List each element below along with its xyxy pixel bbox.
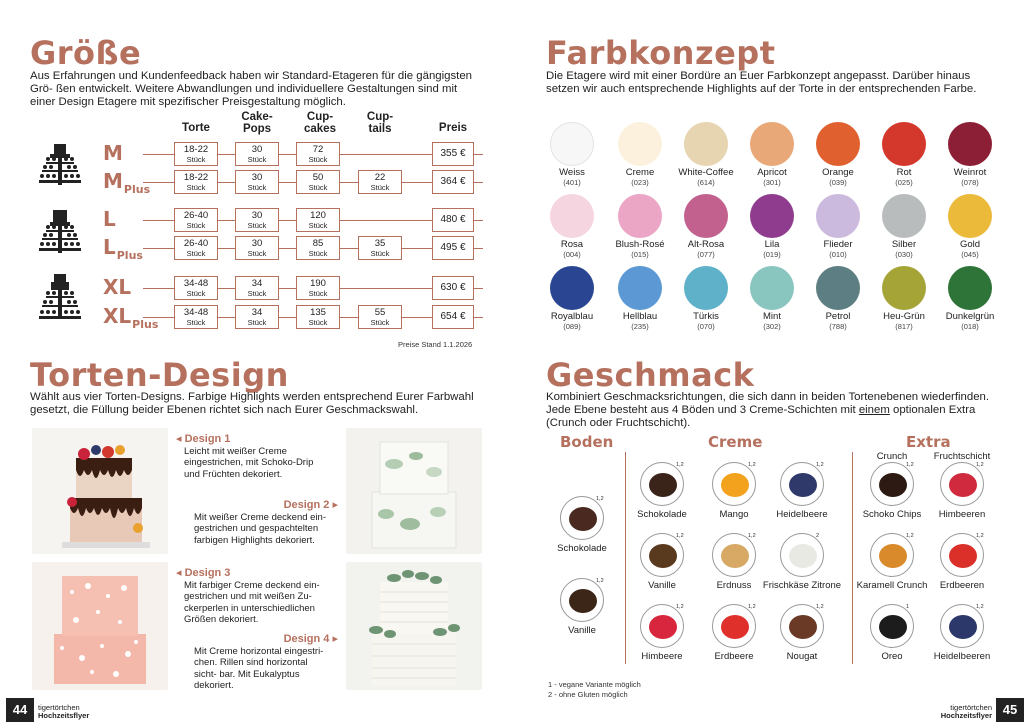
diet-note: 1,2: [596, 578, 604, 584]
extra-item: [922, 604, 1002, 662]
color-name: Creme: [625, 167, 655, 178]
color-code: (302): [763, 322, 781, 331]
color-code: (019): [763, 250, 781, 259]
creme-item-label: Erdnuss: [716, 580, 752, 591]
size-intro: Aus Erfahrungen und Kundenfeedback haben wir Standard-Etageren für die gängigsten Grö- ßen entwickelt. Weitere Abwandlungen und individuellere Gestaltungen sind mit einer Design Etagere mit spezifischer Preisgestaltung möglich.: [30, 70, 473, 109]
size-label: $XL_{Plus}$: [103, 304, 159, 331]
color-code: (077): [697, 250, 715, 259]
color-title: Farbkonzept: [546, 34, 776, 72]
creme-item-icon: [640, 533, 684, 577]
creme-item-icon: [640, 604, 684, 648]
color-dot: [948, 122, 992, 166]
color-swatch: [872, 122, 936, 187]
boden-schokolade-label: Schokolade: [557, 543, 607, 554]
extra-item-icon: [940, 462, 984, 506]
footnote-2: 2 - ohne Gluten möglich: [548, 690, 628, 699]
design-2-title: Design 2 ▸: [283, 499, 338, 511]
table-cell-torte: 34-48 Stück: [174, 276, 218, 300]
price-note: Preise Stand 1.1.2026: [398, 340, 473, 349]
design-1-photo: [32, 428, 168, 554]
extra-item-icon: [940, 533, 984, 577]
creme-item-label: Erdbeere: [714, 651, 754, 662]
color-code: (015): [631, 250, 649, 259]
color-name: Heu-Grün: [883, 311, 925, 322]
diet-note: 1,2: [748, 533, 756, 539]
diet-note: 1,2: [816, 462, 824, 468]
taste-intro-line2: Jede Ebene besteht aus 4 Böden und 3 Creme-Schichten mit einem optionalen Extra (Crunch oder Fruchtschicht).: [546, 404, 976, 430]
table-cell-torte: 34-48 Stück: [174, 305, 218, 329]
size-label: L: [103, 207, 116, 231]
color-swatch: [806, 194, 870, 259]
diet-note: 1,2: [906, 533, 914, 539]
color-code: (070): [697, 322, 715, 331]
extra-item: [852, 533, 932, 591]
table-cell-torte: 26-40 Stück: [174, 236, 218, 260]
color-name: White-Coffee: [678, 167, 734, 178]
extra-item-label: Oreo: [881, 651, 903, 662]
diet-note: 1,2: [748, 462, 756, 468]
extra-item-icon: [940, 604, 984, 648]
color-dot: [550, 194, 594, 238]
design-1: [176, 434, 326, 480]
table-cell-price: 355 €: [432, 142, 474, 166]
color-name: Orange: [822, 167, 854, 178]
extra-item-label: Erdbeeren: [939, 580, 985, 591]
table-cell-cuptails: 22 Stück: [358, 170, 402, 194]
table-cell-price: 630 €: [432, 276, 474, 300]
design-4-photo: [346, 562, 482, 690]
color-name: Dunkelgrün: [945, 311, 995, 322]
extra-item-icon: [870, 462, 914, 506]
color-dot: [684, 266, 728, 310]
taste-intro-line1: Kombiniert Geschmacksrichtungen, die sich dann in beiden Tortenebenen wiederfinden.: [546, 391, 990, 403]
color-swatch: [540, 122, 604, 187]
design-2-text: Mit weißer Creme deckend ein- gestrichen und gespachtelten farbigen Highlights dekoriert.: [194, 511, 326, 546]
color-name: Blush-Rosé: [615, 239, 665, 250]
table-cell-cakepops: 30 Stück: [235, 142, 279, 166]
color-dot: [550, 266, 594, 310]
color-name: Lila: [764, 239, 780, 250]
color-dot: [816, 122, 860, 166]
size-title: Größe: [30, 34, 142, 72]
color-name: Weiss: [559, 167, 585, 178]
cake-stand-xl-icon: [36, 272, 84, 332]
creme-item-label: Himbeere: [641, 651, 683, 662]
color-name: Mint: [763, 311, 781, 322]
footnote-1: 1 - vegane Variante möglich: [548, 680, 641, 689]
table-cell-cupcakes: 120 Stück: [296, 208, 340, 232]
table-cell-price: 364 €: [432, 170, 474, 194]
page-number-right: 45: [996, 698, 1024, 722]
creme-item-label: Mango: [719, 509, 749, 520]
color-name: Petrol: [825, 311, 851, 322]
color-code: (614): [697, 178, 715, 187]
design-intro: Wählt aus vier Torten-Designs. Farbige Highlights werden entsprechend Eurer Farbwahl gesetzt, die Füllung beider Ebenen richtet sich nach Eurer Geschmackswahl.: [30, 391, 474, 417]
table-cell-cupcakes: 72 Stück: [296, 142, 340, 166]
color-code: (078): [961, 178, 979, 187]
creme-item-icon: [780, 604, 824, 648]
creme-item-icon: [712, 533, 756, 577]
table-cell-torte: 18-22 Stück: [174, 142, 218, 166]
color-name: Gold: [959, 239, 981, 250]
creme-item-label: Vanille: [648, 580, 676, 591]
color-dot: [948, 266, 992, 310]
color-code: (023): [631, 178, 649, 187]
diet-note: 1,2: [676, 462, 684, 468]
creme-item-icon: [780, 533, 824, 577]
color-dot: [684, 122, 728, 166]
creme-item: [762, 533, 842, 591]
color-swatch: [938, 122, 1002, 187]
page-number-left: 44: [6, 698, 34, 722]
color-swatch: [872, 266, 936, 331]
color-dot: [948, 194, 992, 238]
design-4-text: Mit Creme horizontal eingestri- chen. Rillen sind horizontal sicht- bar. Mit Eukalyptus dekoriert.: [194, 645, 324, 691]
color-dot: [882, 122, 926, 166]
color-name: Flieder: [823, 239, 853, 250]
boden-vanille-icon: [560, 578, 604, 622]
creme-item: [762, 604, 842, 662]
color-swatch: [806, 266, 870, 331]
extra-item-label: Heidelbeeren: [933, 651, 991, 662]
color-code: (025): [895, 178, 913, 187]
col-torte: Torte: [182, 122, 210, 134]
table-cell-price: 480 €: [432, 208, 474, 232]
table-cell-price: 654 €: [432, 305, 474, 329]
design-3-text: Mit farbiger Creme deckend ein- gestrichen und mit weißen Zu- ckerperlen in unterschiedlichen Größen dekoriert.: [184, 579, 320, 625]
color-code: (089): [563, 322, 581, 331]
design-1-title: ◂ Design 1: [176, 433, 231, 445]
color-name: Rot: [896, 167, 912, 178]
color-code: (817): [895, 322, 913, 331]
extra-item-icon: [870, 604, 914, 648]
color-dot: [618, 122, 662, 166]
table-cell-cuptails: 35 Stück: [358, 236, 402, 260]
color-swatch: [674, 266, 738, 331]
color-intro: Die Etagere wird mit einer Bordüre an Euer Farbkonzept angepasst. Darüber hinaus setzen wir auch entsprechende Highlights auf der Torte in der entsprechenden Farbe.: [546, 70, 977, 96]
color-dot: [816, 266, 860, 310]
diet-note: 2: [816, 533, 820, 539]
color-code: (039): [829, 178, 847, 187]
col-cakepops: Cake- Pops: [241, 111, 273, 135]
taste-title: Geschmack: [546, 356, 755, 394]
color-name: Weinrot: [953, 167, 987, 178]
col-cupcakes: Cup- cakes: [304, 111, 336, 135]
table-cell-cupcakes: 190 Stück: [296, 276, 340, 300]
color-name: Royalblau: [550, 311, 594, 322]
design-3: [176, 568, 326, 626]
diet-note: 1,2: [676, 533, 684, 539]
size-label: $M_{Plus}$: [103, 169, 151, 196]
table-cell-cakepops: 30 Stück: [235, 208, 279, 232]
color-code: (235): [631, 322, 649, 331]
color-swatch: [806, 122, 870, 187]
size-label: XL: [103, 275, 132, 299]
brand-right: [941, 704, 992, 720]
brand-left: [38, 704, 89, 720]
color-code: (401): [563, 178, 581, 187]
col-cuptails: Cup- tails: [366, 111, 394, 135]
design-1-text: Leicht mit weißer Creme eingestrichen, mit Schoko-Drip und Früchten dekoriert.: [184, 445, 314, 480]
color-dot: [750, 194, 794, 238]
brand-left-sub: Hochzeitsflyer: [38, 711, 90, 720]
size-label: $L_{Plus}$: [103, 235, 143, 262]
boden-schokolade-icon: [560, 496, 604, 540]
diet-note: 1,2: [906, 462, 914, 468]
color-name: Silber: [891, 239, 917, 250]
creme-item-label: Heidelbeere: [776, 509, 828, 520]
brand-right-sub: Hochzeitsflyer: [940, 711, 992, 720]
design-2-photo: [346, 428, 482, 554]
color-swatch: [674, 122, 738, 187]
color-name: Alt-Rosa: [687, 239, 725, 250]
table-cell-price: 495 €: [432, 236, 474, 260]
diet-note: 1,2: [596, 496, 604, 502]
extra-item: [852, 604, 932, 662]
color-swatch: [608, 194, 672, 259]
extra-item: [852, 462, 932, 520]
color-code: (018): [961, 322, 979, 331]
color-code: (045): [961, 250, 979, 259]
color-swatch: [540, 266, 604, 331]
color-swatch: [938, 194, 1002, 259]
creme-item: [622, 604, 702, 662]
creme-item: [762, 462, 842, 520]
color-swatch: [740, 266, 804, 331]
diet-note: 1,2: [748, 604, 756, 610]
diet-note: 1: [906, 604, 910, 610]
color-dot: [750, 266, 794, 310]
creme-item-label: Schokolade: [637, 509, 687, 520]
color-name: Hellblau: [622, 311, 658, 322]
color-swatch: [608, 122, 672, 187]
design-3-photo: [32, 562, 168, 690]
creme-item-icon: [712, 462, 756, 506]
col-preis: Preis: [438, 122, 468, 134]
boden-vanille: [542, 578, 622, 636]
brand-left-name: tigertörtchen: [38, 703, 80, 712]
color-code: (010): [829, 250, 847, 259]
color-name: Türkis: [693, 311, 719, 322]
diet-note: 1,2: [976, 462, 984, 468]
design-title: Torten-Design: [30, 356, 289, 394]
table-cell-cuptails: 55 Stück: [358, 305, 402, 329]
brand-right-name: tigertörtchen: [950, 703, 992, 712]
creme-item: [622, 462, 702, 520]
color-dot: [882, 266, 926, 310]
extra-item: [922, 462, 1002, 520]
table-cell-cakepops: 34 Stück: [235, 276, 279, 300]
creme-item-icon: [712, 604, 756, 648]
color-name: Apricot: [757, 167, 787, 178]
color-swatch: [540, 194, 604, 259]
table-cell-cakepops: 30 Stück: [235, 170, 279, 194]
design-3-title: ◂ Design 3: [176, 567, 231, 579]
diet-note: 1,2: [976, 604, 984, 610]
extra-title: Extra: [906, 433, 951, 451]
extra-item-label: Karamell Crunch: [856, 580, 928, 591]
creme-item-label: Frischkäse Zitrone: [762, 580, 842, 591]
extra-head-frucht: Fruchtschicht: [933, 451, 991, 462]
creme-item-icon: [640, 462, 684, 506]
color-code: (788): [829, 322, 847, 331]
diet-note: 1,2: [676, 604, 684, 610]
diet-note: 1,2: [976, 533, 984, 539]
color-name: Rosa: [560, 239, 584, 250]
color-swatch: [872, 194, 936, 259]
table-cell-cakepops: 30 Stück: [235, 236, 279, 260]
extra-item-label: Himbeeren: [938, 509, 986, 520]
creme-item-label: Nougat: [786, 651, 818, 662]
color-dot: [618, 194, 662, 238]
color-dot: [618, 266, 662, 310]
extra-item: [922, 533, 1002, 591]
design-4-title: Design 4 ▸: [283, 633, 338, 645]
boden-title: Boden: [560, 433, 614, 451]
color-swatch: [608, 266, 672, 331]
color-swatch: [740, 122, 804, 187]
table-cell-cakepops: 34 Stück: [235, 305, 279, 329]
color-swatch: [740, 194, 804, 259]
extra-item-label: Schoko Chips: [862, 509, 922, 520]
cake-stand-l-icon: [36, 208, 84, 260]
diet-note: 1,2: [816, 604, 824, 610]
table-cell-torte: 26-40 Stück: [174, 208, 218, 232]
color-code: (004): [563, 250, 581, 259]
color-dot: [550, 122, 594, 166]
size-label: M: [103, 141, 123, 165]
table-cell-cupcakes: 85 Stück: [296, 236, 340, 260]
color-dot: [684, 194, 728, 238]
table-cell-torte: 18-22 Stück: [174, 170, 218, 194]
color-swatch: [938, 266, 1002, 331]
boden-schokolade: [542, 496, 622, 554]
color-dot: [816, 194, 860, 238]
color-dot: [882, 194, 926, 238]
table-cell-cupcakes: 135 Stück: [296, 305, 340, 329]
design-2: [188, 500, 338, 546]
boden-vanille-label: Vanille: [568, 625, 596, 636]
color-dot: [750, 122, 794, 166]
extra-head-crunch: Crunch: [876, 451, 908, 462]
creme-title: Creme: [708, 433, 763, 451]
creme-item-icon: [780, 462, 824, 506]
table-cell-cupcakes: 50 Stück: [296, 170, 340, 194]
design-4: [188, 634, 338, 692]
color-code: (301): [763, 178, 781, 187]
extra-item-icon: [870, 533, 914, 577]
cake-stand-m-icon: [36, 140, 84, 192]
taste-intro: [546, 391, 1001, 431]
color-code: (030): [895, 250, 913, 259]
color-swatch: [674, 194, 738, 259]
creme-item: [622, 533, 702, 591]
